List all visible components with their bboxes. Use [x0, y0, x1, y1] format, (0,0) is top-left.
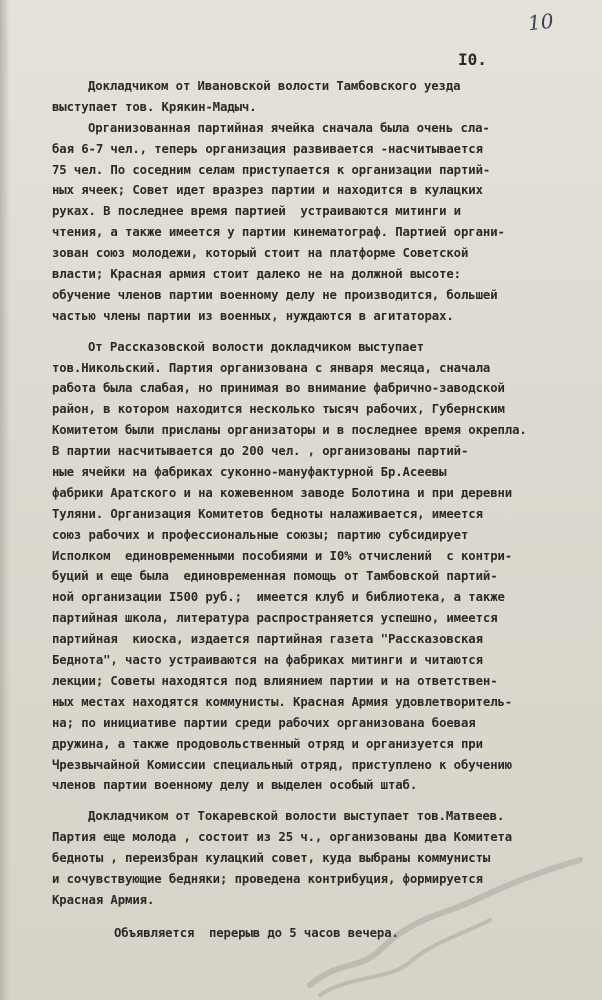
text-line: От Рассказовской волости докладчиком выступает [88, 339, 424, 354]
text-line: Красная Армия. [52, 892, 155, 907]
text-line: выступает тов. Крякин-Мадыч. [52, 99, 257, 114]
text-line: Беднота", часто устраиваются на фабриках митинги и читаются [52, 653, 483, 668]
closing-line: Объявляется перерыв до 5 часов вечера. [114, 925, 399, 940]
text-line: Партия еще молода , состоит из 25 ч., организованы два Комитета [52, 830, 513, 845]
text-line: ных местах находятся коммунисты. Красная Армия удовлетворитель- [52, 694, 513, 709]
text-line: Докладчиком от Токаревской волости выступает тов.Матвеев. [88, 809, 505, 824]
text-line: бедноты , переизбран кулацкий совет, куда выбраны коммунисты [52, 851, 491, 866]
text-line: тов.Никольский. Партия организована с января месяца, сначала [52, 360, 491, 375]
text-line: частью члены партии из военных, нуждаются в агитаторах. [52, 308, 454, 323]
text-line: Докладчиком от Ивановской волости Тамбовского уезда [88, 79, 461, 93]
text-line: партийная школа, литература распространяется успешно, имеется [52, 611, 498, 626]
text-line: Организованная партийная ячейка сначала была очень сла- [88, 120, 490, 135]
text-line: на; по инициативе партии среди рабочих организована боевая [52, 715, 476, 730]
text-line: ных ячеек; Совет идет вразрез партии и находится в кулацких [52, 183, 483, 198]
text-line: фабрики Аратского и на кожевенном заводе Болотина и при деревни [52, 485, 513, 500]
text-line: и сочувствующие бедняки; проведена контрибуция, формируется [52, 871, 483, 886]
text-line: обучение членов партии военному делу не производится, большей [52, 287, 498, 302]
text-line: Исполком единовременными пособиями и I0% отчислений с контри- [52, 548, 513, 563]
typed-page-number: I0. [458, 50, 487, 69]
text-line: дружина, а также продовольственный отряд и организуется при [52, 736, 483, 751]
text-line: членов партии военному делу и выделен особый штаб. [52, 778, 418, 793]
text-line: партийная киоска, издается партийная газета "Рассказовская [52, 632, 483, 647]
paragraph-tokarevskaya [52, 806, 577, 910]
text-line: союз рабочих и профессиональные союзы; партию субсидирует [52, 527, 469, 542]
text-line: Туляни. Организация Комитетов бедноты налаживается, имеется [52, 506, 483, 521]
text-line: руках. В последнее время партией устраиваются митинги и [52, 204, 461, 219]
text-line: Чрезвычайной Комиссии специальный отряд, приступлено к обучению [52, 757, 513, 772]
text-line: власти; Красная армия стоит далеко не на должной высоте: [52, 267, 461, 282]
text-line: район, в котором находится несколько тысяч рабочих, Губернским [52, 402, 505, 417]
text-line: работа была слабая, но принимая во внимание фабрично-заводской [52, 381, 505, 396]
text-line: буций и еще была единовременная помощь от Тамбовской партий- [52, 569, 498, 584]
handwritten-page-number: 10 [526, 8, 555, 36]
text-line: зован союз молодежи, который стоит на платформе Советской [52, 246, 469, 261]
text-line: лекции; Советы находятся под влиянием партии и на ответствен- [52, 673, 498, 688]
document-body [52, 76, 577, 944]
paragraph-rasskazovskaya [52, 337, 577, 797]
text-line: В партии насчитывается до 200 чел. , организованы партий- [52, 444, 469, 459]
text-line: 75 чел. По соседним селам приступается к организации партий- [52, 162, 491, 177]
text-line: ной организации I500 руб.; имеется клуб и библиотека, а также [52, 590, 505, 605]
paragraph-ivanovskaya [52, 76, 577, 327]
text-line: чтения, а также имеется у партии кинематограф. Партией органи- [52, 225, 505, 240]
text-line: бая 6-7 чел., теперь организация развивается -насчитывается [52, 141, 483, 156]
text-line: Комитетом были присланы организаторы и в последнее время окрепла. [52, 423, 527, 438]
text-line: ные ячейки на фабриках суконно-мануфактурной Бр.Асеевы [52, 465, 447, 480]
